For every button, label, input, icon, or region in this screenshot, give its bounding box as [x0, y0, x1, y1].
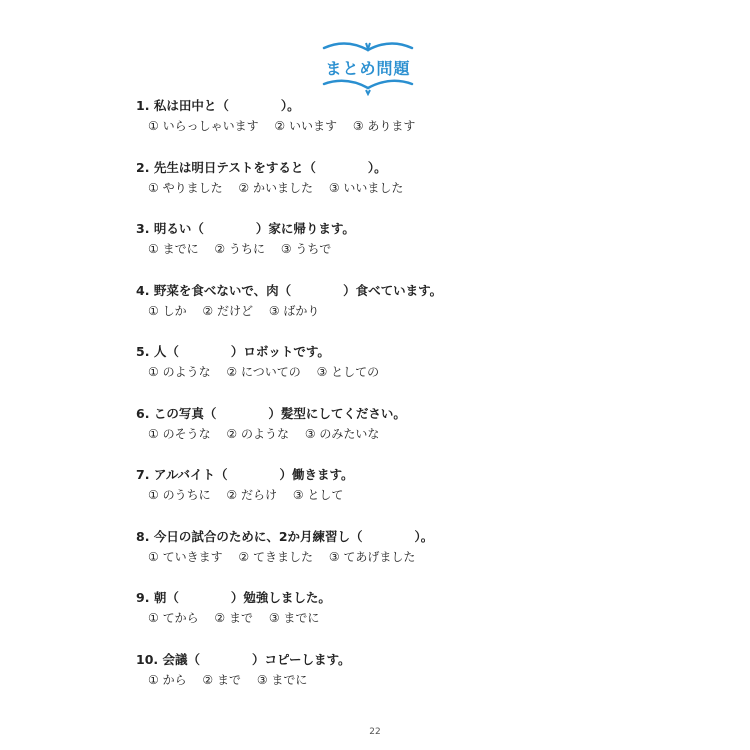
question-text-before: この写真（: [153, 405, 217, 421]
option-list: [136, 608, 656, 628]
question-text-after: ）コピーします。: [252, 651, 351, 667]
question-text-after: ）。: [280, 98, 300, 113]
question-text-before: 人（: [153, 344, 179, 359]
question-text-after: ）。: [414, 528, 434, 544]
option-1[interactable]: ① のそうな: [148, 426, 211, 441]
option-3[interactable]: ③ あります: [352, 119, 416, 133]
option-list: [136, 301, 656, 321]
question-text-before: 今日の試合のために、2か月練習し（: [153, 528, 363, 544]
option-list: [136, 670, 656, 690]
option-2[interactable]: ② まで: [214, 611, 253, 625]
question-text: [136, 465, 656, 485]
question-text-after: ）家に帰ります。: [255, 221, 355, 236]
question-text-before: アルバイト（: [153, 467, 228, 482]
option-list: [136, 547, 656, 567]
question-number: 1.: [136, 98, 150, 113]
option-1[interactable]: ① から: [148, 672, 187, 687]
question-item: [136, 96, 656, 158]
question-text-after: ）髪型にしてください。: [268, 405, 406, 421]
option-3[interactable]: ③ として: [292, 488, 344, 502]
question-item: [136, 588, 656, 650]
question-text-after: ）。: [367, 159, 387, 175]
question-number: 2.: [136, 159, 150, 175]
question-number: 8.: [136, 528, 150, 544]
question-item: [136, 404, 656, 466]
option-2[interactable]: ② だらけ: [226, 488, 277, 502]
question-number: 4.: [136, 282, 150, 298]
question-text: [136, 650, 656, 670]
question-text: [136, 96, 656, 116]
option-3[interactable]: ③ までに: [268, 611, 320, 625]
question-number: 6.: [136, 405, 150, 421]
option-1[interactable]: ① やりました: [148, 180, 223, 195]
option-3[interactable]: ③ までに: [256, 672, 308, 687]
question-item: [136, 342, 656, 404]
question-text-after: ）勉強しました。: [230, 590, 331, 605]
question-list: [136, 96, 656, 711]
option-3[interactable]: ③ ばかり: [268, 303, 320, 318]
option-3[interactable]: ③ うちで: [280, 242, 332, 256]
option-list: [136, 178, 656, 198]
option-list: [136, 239, 656, 259]
option-2[interactable]: ② いいます: [274, 119, 337, 133]
question-item: [136, 650, 656, 712]
question-text: [136, 588, 656, 608]
option-3[interactable]: ③ てあげました: [328, 549, 416, 564]
question-text: [136, 527, 656, 547]
page-number: 22: [369, 727, 381, 737]
question-text-before: 朝（: [153, 590, 179, 605]
option-2[interactable]: ② についての: [226, 365, 301, 379]
option-1[interactable]: ① しか: [148, 303, 187, 318]
option-1[interactable]: ① までに: [148, 242, 199, 256]
option-3[interactable]: ③ のみたいな: [304, 426, 380, 441]
section-header: [318, 38, 418, 96]
question-item: [136, 158, 656, 220]
question-item: [136, 527, 656, 589]
page-title: まとめ問題: [325, 59, 411, 78]
option-list: [136, 362, 656, 382]
question-item: [136, 465, 656, 527]
option-2[interactable]: ② てきました: [238, 549, 313, 564]
option-2[interactable]: ② だけど: [202, 303, 253, 318]
question-text-after: ）食べています。: [343, 282, 443, 298]
option-1[interactable]: ① ていきます: [148, 549, 223, 564]
option-2[interactable]: ② かいました: [238, 180, 313, 195]
question-number: 5.: [136, 344, 150, 359]
option-1[interactable]: ① のうちに: [148, 488, 211, 502]
question-text: [136, 219, 656, 239]
question-text-before: 野菜を食べないで、肉（: [153, 282, 292, 298]
option-list: [136, 116, 656, 136]
option-3[interactable]: ③ としての: [316, 365, 380, 379]
option-2[interactable]: ② のような: [226, 426, 289, 441]
question-text-before: 会議（: [162, 651, 201, 667]
option-2[interactable]: ② うちに: [214, 242, 265, 256]
question-text: [136, 342, 656, 362]
option-list: [136, 424, 656, 444]
question-text-after: ）働きます。: [279, 467, 354, 482]
question-item: [136, 281, 656, 343]
question-number: 3.: [136, 221, 150, 236]
option-3[interactable]: ③ いいました: [328, 180, 404, 195]
option-list: [136, 485, 656, 505]
question-text: [136, 404, 656, 424]
option-1[interactable]: ① てから: [148, 611, 199, 625]
question-number: 7.: [136, 467, 150, 482]
question-number: 10.: [136, 651, 159, 667]
option-1[interactable]: ① のような: [148, 365, 211, 379]
option-1[interactable]: ① いらっしゃいます: [148, 119, 259, 133]
question-text: [136, 281, 656, 301]
question-text-after: ）ロボットです。: [230, 344, 330, 359]
question-text-before: 私は田中と（: [153, 98, 229, 113]
option-2[interactable]: ② まで: [202, 672, 241, 687]
question-item: [136, 219, 656, 281]
question-text-before: 先生は明日テストをすると（: [153, 159, 316, 175]
question-text-before: 明るい（: [153, 221, 204, 236]
question-number: 9.: [136, 590, 150, 605]
question-text: [136, 158, 656, 178]
